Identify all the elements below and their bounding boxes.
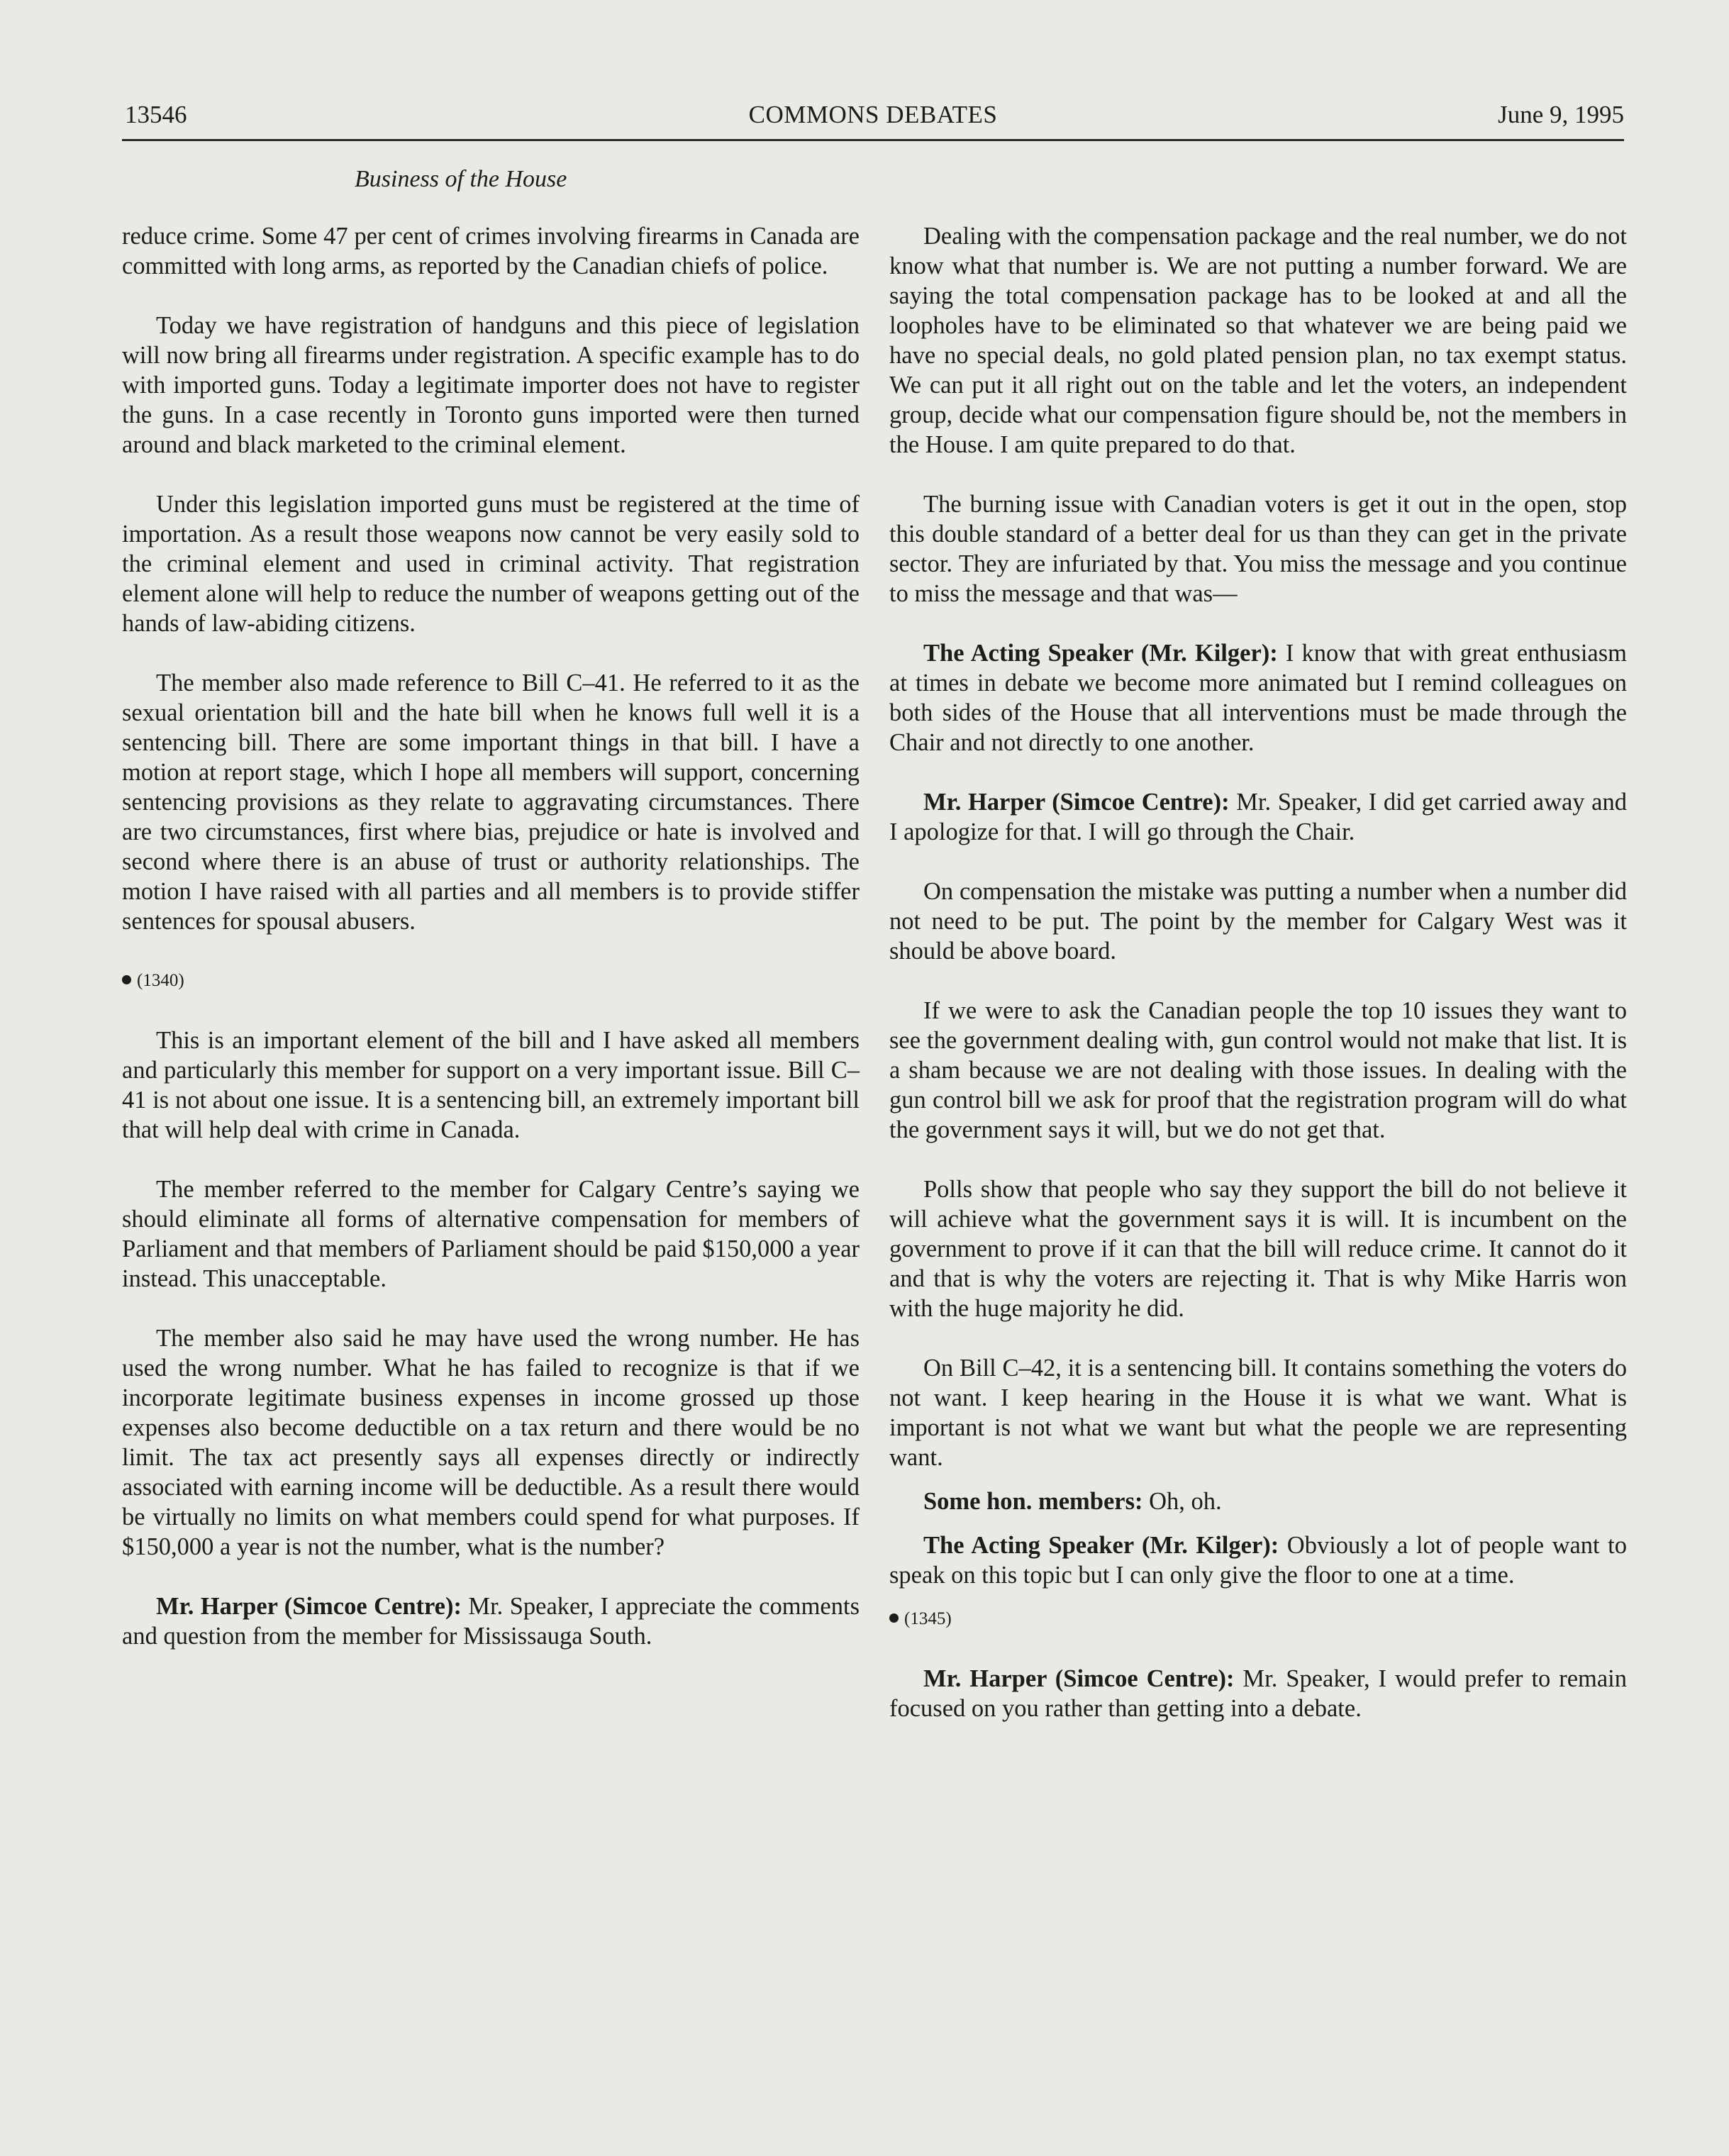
speaker-name: Mr. Harper (Simcoe Centre): bbox=[156, 1593, 462, 1620]
section-title: Business of the House bbox=[355, 166, 567, 192]
paragraph: Today we have registration of handguns and this piece of legislation will now bring all firearms under registration. A specific example has to do with imported guns. Today a legitimate importer does not have to register the guns. In a case recently in Toronto guns imported were then turned around and black marketed to the criminal element. bbox=[122, 312, 860, 458]
bullet-icon bbox=[889, 1613, 899, 1623]
speaker-name: The Acting Speaker (Mr. Kilger): bbox=[923, 640, 1278, 667]
paragraph: The member also said he may have used the wrong number. He has used the wrong number. What he has failed to recognize is that if we incorporate legitimate business expenses in income grossed up those expenses also become deductible on a tax return and there would be no limit. The tax act presently says all expenses directly or indirectly associated with earning income will be deductible. As a result there would be virtually no limits on what members could spend for what purposes. If $150,000 a year is not the number, what is the number? bbox=[122, 1325, 860, 1560]
speaker-paragraph bbox=[889, 1530, 1627, 1590]
speech-text: Mr. Speaker, I did get carried away and I apologize for that. I will go through the Chair. bbox=[889, 789, 1627, 845]
time-marker bbox=[889, 1604, 1627, 1634]
time-marker-label: (1345) bbox=[904, 1609, 952, 1628]
speaker-name: The Acting Speaker (Mr. Kilger): bbox=[923, 1532, 1279, 1559]
paragraph: On Bill C–42, it is a sentencing bill. It contains something the voters do not want. I keep hearing in the House it is what we want. What is important is not what we want but what the people we are representing want. bbox=[889, 1355, 1627, 1471]
speaker-paragraph bbox=[889, 1487, 1627, 1516]
speech-text: Mr. Speaker, I would prefer to remain focused on you rather than getting into a debate. bbox=[889, 1665, 1627, 1722]
paragraph: This is an important element of the bill and I have asked all members and particularly this member for support on a very important issue. Bill C–41 is not about one issue. It is a sentencing bill, an extremely important bill that will help deal with crime in Canada. bbox=[122, 1027, 860, 1143]
paragraph: If we were to ask the Canadian people the top 10 issues they want to see the government dealing with, gun control would not make that list. It is a sham because we are not dealing with those issues. In dealing with the gun control bill we ask for proof that the registration program will do what the government says it will, but we do not get that. bbox=[889, 997, 1627, 1143]
paragraph: Polls show that people who say they support the bill do not believe it will achieve what the government says it is will. It is incumbent on the government to prove if it can that the bill will reduce crime. It cannot do it and that is why the voters are rejecting it. That is why Mike Harris won with the huge majority he did. bbox=[889, 1176, 1627, 1322]
speaker-name: Some hon. members: bbox=[923, 1488, 1143, 1515]
paragraph: Dealing with the compensation package and the real number, we do not know what that number is. We are not putting a number forward. We are saying the total compensation package has to be looked at and all the loopholes have to be eliminated so that whatever we are being paid we have no special deals, no gold plated pension plan, no tax exempt status. We can put it all right out on the table and let the voters, an independent group, decide what our compensation figure should be, not the members in the House. I am quite prepared to do that. bbox=[889, 223, 1627, 458]
speaker-paragraph bbox=[889, 1664, 1627, 1723]
speech-text: Obviously a lot of people want to speak on this topic but I can only give the floor to one at a time. bbox=[889, 1532, 1628, 1589]
speech-text: Mr. Speaker, I appreciate the comments and question from the member for Mississauga South. bbox=[122, 1593, 860, 1650]
paragraph: The burning issue with Canadian voters is get it out in the open, stop this double standard of a better deal for us than they can get in the private sector. They are infuriated by that. You miss the message and you continue to miss the message and that was— bbox=[889, 491, 1627, 607]
bullet-icon bbox=[122, 975, 131, 984]
speaker-paragraph bbox=[889, 638, 1627, 757]
page-header bbox=[122, 98, 1624, 141]
header-date: June 9, 1995 bbox=[1498, 101, 1624, 128]
paragraph: reduce crime. Some 47 per cent of crimes involving firearms in Canada are committed with long arms, as reported by the Canadian chiefs of police. bbox=[122, 223, 860, 279]
speech-text: I know that with great enthusiasm at times in debate we become more animated but I remind colleagues on both sides of the House that all interventions must be made through the Chair and not directly to one another. bbox=[889, 640, 1628, 756]
speaker-paragraph bbox=[122, 1591, 860, 1651]
paragraph: On compensation the mistake was putting a number when a number did not need to be put. The point by the member for Calgary West was it should be above board. bbox=[889, 878, 1627, 965]
speaker-name: Mr. Harper (Simcoe Centre): bbox=[923, 789, 1230, 816]
right-column bbox=[889, 221, 1627, 1753]
left-column bbox=[122, 221, 860, 1681]
time-marker-label: (1340) bbox=[137, 971, 184, 990]
page-number: 13546 bbox=[125, 101, 187, 128]
speaker-name: Mr. Harper (Simcoe Centre): bbox=[923, 1665, 1235, 1692]
time-marker bbox=[122, 966, 860, 996]
speaker-paragraph bbox=[889, 787, 1627, 847]
paragraph: The member referred to the member for Calgary Centre’s saying we should eliminate all forms of alternative compensation for members of Parliament and that members of Parliament should be paid $150,000 a year instead. This unacceptable. bbox=[122, 1176, 860, 1292]
paragraph: Under this legislation imported guns must be registered at the time of importation. As a result those weapons now cannot be very easily sold to the criminal element and used in criminal activity. That registration element alone will help to reduce the number of weapons getting out of the hands of law-abiding citizens. bbox=[122, 491, 860, 637]
speech-text: Oh, oh. bbox=[1143, 1488, 1222, 1515]
paragraph: The member also made reference to Bill C–41. He referred to it as the sexual orientation bill and the hate bill when he knows full well it is a sentencing bill. There are some important things in that bill. I have a motion at report stage, which I hope all members will support, concerning sentencing provisions as they relate to aggravating circumstances. There are two circumstances, first where bias, prejudice or hate is involved and second where there is an abuse of trust or authority relationships. The motion I have raised with all parties and all members is to provide stiffer sentences for spousal abusers. bbox=[122, 669, 860, 935]
publication-title: COMMONS DEBATES bbox=[748, 101, 998, 128]
